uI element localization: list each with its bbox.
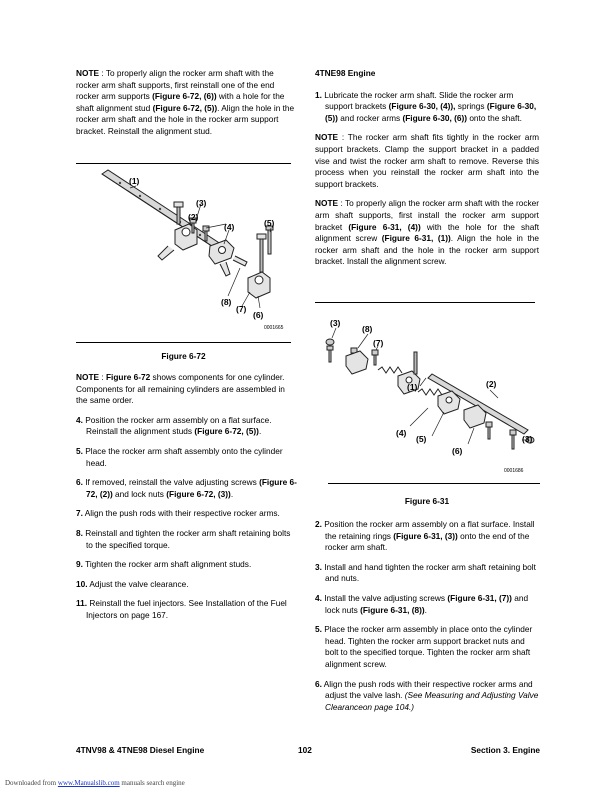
left-column [76,68,298,146]
step-10: 10. Adjust the valve clearance. [76,578,189,589]
callout-3a: (3) [330,318,341,328]
right-step-3: 3. Install and hand tighten the rocker arm shaft retaining bolt and nuts. [315,561,536,584]
footer-title: 4TNV98 & 4TNE98 Diesel Engine [76,745,205,755]
footer-section: Section 3. Engine [470,745,540,755]
callout-7: (7) [236,304,247,314]
step-7: 7. Align the push rods with their respective rocker arms. [76,508,280,519]
callout-2: (2) [486,379,497,389]
right-column [315,68,539,276]
callout-3: (3) [196,198,207,208]
figure2-bottom-rule [328,483,540,484]
figure-code: 0001686 [504,468,524,474]
note-tight-fit: NOTE : The rocker arm shaft fits tightly in the rocker arm support brackets. Clamp the support bracket in a padded vise and twist the rocker arm shaft to remove. Reverse this process when you reinstall the rocker arm shaft into the support brackets. [315,132,539,189]
callout-8: (8) [362,324,373,334]
figure-code: 0001665 [264,325,284,331]
figure2-top-rule [315,302,535,303]
callout-1: (1) [407,382,418,392]
callout-2: (2) [188,212,199,222]
callout-5: (5) [416,434,427,444]
right-step-5: 5. Place the rocker arm assembly in place onto the cylinder head. Tighten the rocker arm support bracket nuts and bolt to the specified torque. Tighten the rocker arm shaft alignment screw. [315,624,533,669]
figure-6-72-caption: Figure 6-72 [161,351,206,361]
manualslib-link[interactable]: www.Manualslib.com [57,779,120,787]
step-4: 4. Position the rocker arm assembly on a flat surface. Reinstall the alignment studs (Figure 6-72, (5)). [76,414,272,437]
callout-4: (4) [396,428,407,438]
callout-6: (6) [253,310,264,320]
note-alignment: NOTE : To properly align the rocker arm shaft with the rocker arm shaft supports, first reinstall one of the end rocker arm supports (Figure 6-72, (6)) with a hole for the shaft alignment stud (Figure 6-72, (5)). Align the hole in the rocker arm shaft and the hole in the rocker arm support bracket. Reinstall the alignment stud. [76,68,295,136]
figure-bottom-rule [76,342,291,343]
section-heading: 4TNE98 Engine [315,68,376,78]
download-banner: Downloaded from www.Manualslib.com manuals search engine [5,779,185,787]
callout-5: (5) [264,218,275,228]
figure-6-31-caption: Figure 6-31 [404,496,450,506]
callout-1: (1) [129,176,140,186]
right-step-2: 2. Position the rocker arm assembly on a flat surface. Install the retaining rings (Figure 6-31, (3)) onto the end of the rocker arm shaft. [315,519,535,553]
step-11: 11. Reinstall the fuel injectors. See Installation of the Fuel Injectors on page 167. [76,598,287,620]
page-number: 102 [298,745,312,755]
callout-7: (7) [373,338,384,348]
callout-6: (6) [452,446,463,456]
figure-6-31-illustration [318,312,540,476]
right-step-1: 1. Lubricate the rocker arm shaft. Slide the rocker arm support brackets (Figure 6-30, (4)), springs (Figure 6-30, (5)) and rocker arms (Figure 6-30, (6)) onto the shaft. [315,89,537,123]
step-9: 9. Tighten the rocker arm shaft alignment studs. [76,559,252,570]
right-column-lower [315,519,539,721]
callout-3b: (3) [522,434,533,444]
figure-6-72-illustration [100,168,284,338]
callout-4: (4) [224,222,235,232]
note-alignment-screw: NOTE : To properly align the rocker arm shaft with the rocker arm shaft supports, first install the rocker arm support bracket (Figure 6-31, (4)) with the hole for the shaft alignment screw (Figure 6-31, (1)). Align the hole in the rocker arm shaft and the hole in the rocker arm support bracket. Install the alignment screw. [315,198,540,267]
right-step-4: 4. Install the valve adjusting screws (Figure 6-31, (7)) and lock nuts (Figure 6-31, (8)). [315,592,529,615]
left-column-lower [76,372,298,630]
figure-top-rule [76,163,291,164]
step-6: 6. If removed, reinstall the valve adjusting screws (Figure 6-72, (2)) and lock nuts (Figure 6-72, (3)). [76,477,297,499]
step-8: 8. Reinstall and tighten the rocker arm shaft retaining bolts to the specified torque. [76,527,291,550]
step-5: 5. Place the rocker arm shaft assembly onto the cylinder head. [76,445,283,468]
note-components: NOTE : Figure 6-72 shows components for one cylinder. Components for all remaining cylinders are assembled in the same order. [76,372,285,406]
right-step-6: 6. Align the push rods with their respective rocker arms and adjust the valve lash. (See Measuring and Adjusting Valve Clearanceon page 104.) [315,678,539,712]
callout-8: (8) [221,297,232,307]
